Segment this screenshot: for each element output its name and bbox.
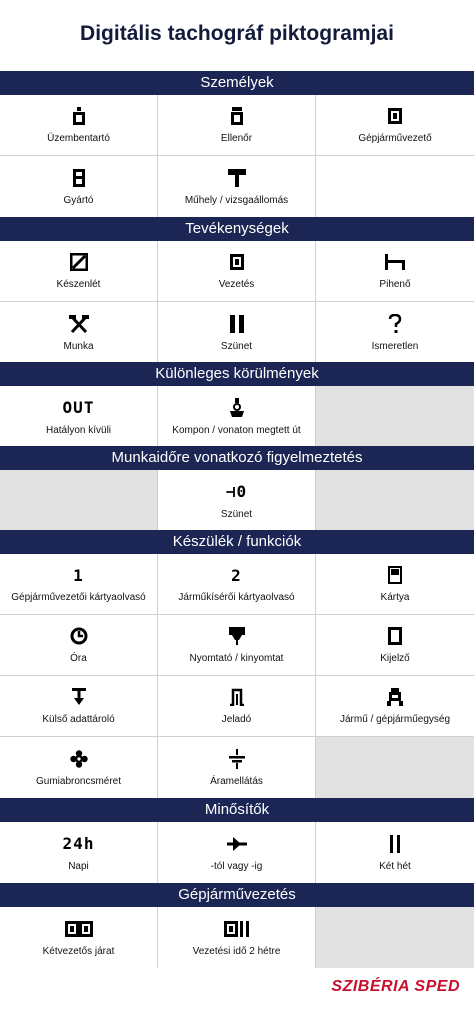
availability-icon xyxy=(70,251,88,273)
card-icon xyxy=(388,564,402,586)
cell-aramellatas xyxy=(158,737,316,798)
table-row xyxy=(0,302,474,363)
external-storage-icon xyxy=(72,686,86,708)
cell-szunet-figyelmeztetes xyxy=(158,470,316,531)
cell-kartyaolvaso-1 xyxy=(0,554,158,614)
break-warning-icon: ⊣0 xyxy=(225,482,248,501)
cell-kompon-vonaton xyxy=(158,386,316,447)
cell-empty xyxy=(316,386,474,447)
cell-vezetes xyxy=(158,241,316,301)
driving-time-two-weeks-icon xyxy=(224,918,250,940)
cell-muhely xyxy=(158,156,316,217)
section-header-kulonleges: Különleges körülmények xyxy=(0,362,474,386)
cell-ket-het xyxy=(316,822,474,883)
table-row xyxy=(0,615,474,676)
table-row xyxy=(0,737,474,798)
manufacturer-icon xyxy=(72,167,86,189)
section-header-minositok: Minősítők xyxy=(0,798,474,822)
grid-tevekenysegek xyxy=(0,241,474,363)
cell-label: Ismeretlen xyxy=(371,340,419,352)
grid-gepjarmuvezetes xyxy=(0,907,474,968)
cell-label: Vezetés xyxy=(218,279,255,290)
cell-vezetesi-ido xyxy=(158,907,316,968)
section-header-tevekenysegek: Tevékenységek xyxy=(0,217,474,241)
cell-empty xyxy=(0,470,158,531)
cell-label: Szünet xyxy=(220,340,253,352)
crew-icon xyxy=(65,918,93,940)
cell-tol-ig xyxy=(158,822,316,883)
grid-figyelmeztetes xyxy=(0,470,474,531)
driver-icon xyxy=(387,105,403,127)
cell-kartyaolvaso-2 xyxy=(158,554,316,614)
cell-label: Gyártó xyxy=(63,194,94,206)
cell-empty xyxy=(316,470,474,531)
unknown-question-icon xyxy=(388,313,402,335)
cell-label: Kártya xyxy=(380,592,410,603)
workshop-hammer-icon xyxy=(228,167,246,189)
rest-bed-icon xyxy=(385,251,405,273)
ferry-train-icon xyxy=(228,397,246,419)
cell-label: Műhely / vizsgaállomás xyxy=(184,194,289,206)
cell-gyarto xyxy=(0,156,158,217)
cell-kulso-adattarolo xyxy=(0,676,158,736)
cell-piheno xyxy=(316,241,474,301)
cell-keszenlet xyxy=(0,241,158,301)
cell-label: Ellenőr xyxy=(220,133,253,144)
cell-label: Gépjárművezető xyxy=(358,133,432,144)
card-reader-1-icon: 1 xyxy=(73,565,84,585)
cell-ismeretlen xyxy=(316,302,474,363)
from-to-icon xyxy=(227,833,247,855)
cell-hatalyon-kivuli xyxy=(0,386,158,447)
table-row xyxy=(0,907,474,968)
table-row xyxy=(0,156,474,217)
section-header-keszulek: Készülék / funkciók xyxy=(0,530,474,554)
cell-label: Nyomtató / kinyomtat xyxy=(189,653,284,664)
cell-label: Gumiabroncsméret xyxy=(35,775,122,787)
cell-label: Hatályon kívüli xyxy=(45,424,112,436)
table-row xyxy=(0,676,474,737)
grid-szemelyek xyxy=(0,95,474,217)
cell-label: Üzembentartó xyxy=(47,133,110,144)
cell-label: Szünet xyxy=(220,508,253,520)
cell-label: Járműkísérői kártyaolvasó xyxy=(178,592,295,603)
cell-napi xyxy=(0,822,158,883)
vehicle-unit-icon xyxy=(386,686,404,708)
table-row xyxy=(0,822,474,883)
two-weeks-icon xyxy=(389,833,401,855)
cell-gepjarmuvezeto xyxy=(316,95,474,155)
cell-label: Külső adattároló xyxy=(42,714,115,725)
sensor-icon xyxy=(229,686,245,708)
cell-szunet xyxy=(158,302,316,363)
cell-ora xyxy=(0,615,158,675)
daily-icon: 24h xyxy=(62,834,95,853)
grid-kulonleges xyxy=(0,386,474,447)
card-reader-2-icon: 2 xyxy=(231,565,242,585)
cell-label: Kompon / vonaton megtett út xyxy=(172,424,301,436)
cell-gumiabroncsmeret xyxy=(0,737,158,798)
section-header-szemelyek: Személyek xyxy=(0,71,474,95)
cell-ketvezetos xyxy=(0,907,158,968)
page-title: Digitális tachográf piktogramjai xyxy=(80,22,394,45)
cell-label: -tól vagy -ig xyxy=(210,860,263,872)
cell-empty xyxy=(316,907,474,968)
cell-label: Jármű / gépjárműegység xyxy=(339,714,451,725)
out-of-scope-icon: OUT xyxy=(62,398,95,417)
cell-label: Vezetési idő 2 hétre xyxy=(192,945,281,957)
section-header-gepjarmuvezetes: Gépjárművezetés xyxy=(0,883,474,907)
table-row xyxy=(0,554,474,615)
cell-label: Áramellátás xyxy=(210,775,263,787)
cell-nyomtato xyxy=(158,615,316,675)
table-row xyxy=(0,470,474,531)
display-icon xyxy=(388,625,402,647)
tyre-size-icon xyxy=(70,748,88,770)
cell-label: Óra xyxy=(70,653,87,664)
cell-label: Készenlét xyxy=(56,279,101,290)
table-row xyxy=(0,386,474,447)
cell-label: Munka xyxy=(63,340,94,352)
vehicle-operator-icon xyxy=(72,105,86,127)
cell-label: Pihenő xyxy=(379,279,411,290)
clock-icon xyxy=(70,625,88,647)
work-hammers-icon xyxy=(69,313,89,335)
printer-icon xyxy=(229,625,245,647)
power-supply-icon xyxy=(229,748,245,770)
cell-uzembentarto xyxy=(0,95,158,155)
cell-empty xyxy=(316,156,474,217)
grid-keszulek xyxy=(0,554,474,798)
cell-kartya xyxy=(316,554,474,614)
table-row xyxy=(0,241,474,302)
cell-label: Jeladó xyxy=(221,714,252,725)
cell-kijelzo xyxy=(316,615,474,675)
cell-label: Két hét xyxy=(379,860,411,872)
cell-label: Napi xyxy=(68,860,89,872)
section-header-figyelmeztetes: Munkaidőre vonatkozó figyelmeztetés xyxy=(0,446,474,470)
cell-label: Kétvezetős járat xyxy=(42,945,115,957)
cell-munka xyxy=(0,302,158,363)
cell-jarmu xyxy=(316,676,474,736)
grid-minositok xyxy=(0,822,474,883)
cell-label: Kijelző xyxy=(380,653,410,664)
inspector-icon xyxy=(230,105,244,127)
table-row xyxy=(0,95,474,156)
cell-jelado xyxy=(158,676,316,736)
driving-wheel-icon xyxy=(229,251,245,273)
cell-label: Gépjárművezetői kártyaolvasó xyxy=(11,592,146,603)
cell-empty xyxy=(316,737,474,798)
brand-logo: SZIBÉRIA SPED xyxy=(331,978,460,995)
cell-ellenor xyxy=(158,95,316,155)
break-pause-icon xyxy=(229,313,245,335)
